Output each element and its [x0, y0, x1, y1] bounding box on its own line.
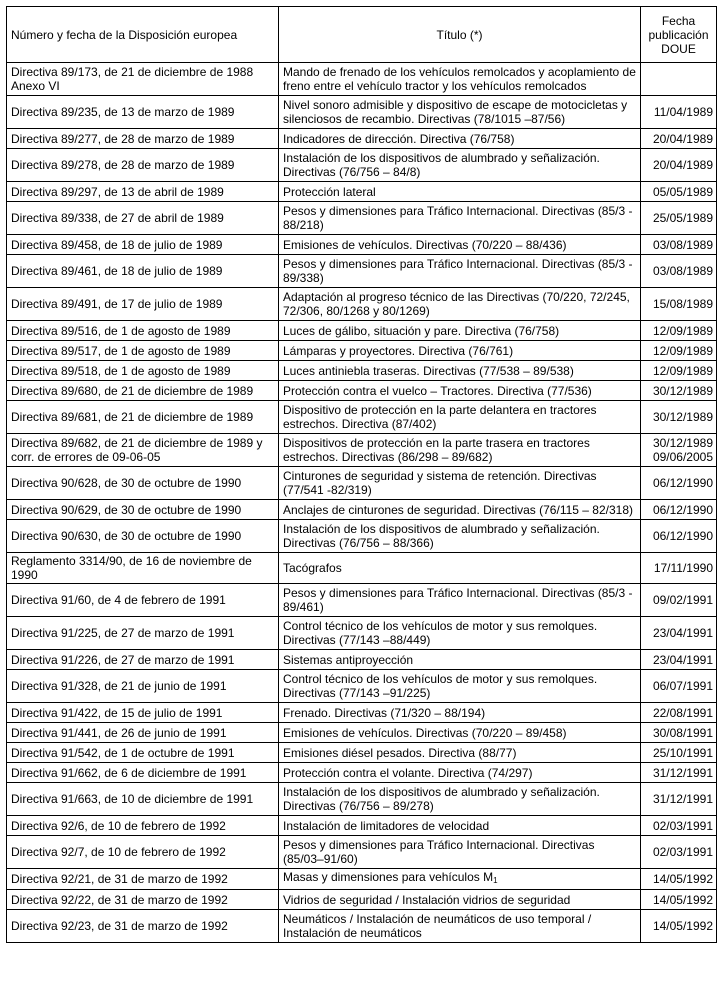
cell-fecha: 02/03/1991 — [641, 816, 717, 836]
cell-numero: Directiva 89/461, de 18 de julio de 1989 — [7, 255, 279, 288]
table-row — [7, 670, 717, 703]
cell-numero: Directiva 92/21, de 31 de marzo de 1992 — [7, 869, 279, 890]
cell-numero: Directiva 92/6, de 10 de febrero de 1992 — [7, 816, 279, 836]
cell-titulo: Masas y dimensiones para vehículos $M_1$ — [279, 869, 641, 890]
table-row — [7, 836, 717, 869]
cell-fecha: 30/12/1989 — [641, 381, 717, 401]
cell-fecha: 22/08/1991 — [641, 703, 717, 723]
cell-titulo: Indicadores de dirección. Directiva (76/758) — [279, 129, 641, 149]
table-row — [7, 520, 717, 553]
cell-fecha: 12/09/1989 — [641, 321, 717, 341]
table-row — [7, 381, 717, 401]
cell-titulo: Nivel sonoro admisible y dispositivo de escape de motocicletas y silenciosos de recambio. Directivas (78/1015 –87/56) — [279, 96, 641, 129]
cell-titulo: Emisiones de vehículos. Directivas (70/220 – 88/436) — [279, 235, 641, 255]
cell-fecha: 23/04/1991 — [641, 617, 717, 650]
cell-titulo: Adaptación al progreso técnico de las Directivas (70/220, 72/245, 72/306, 80/1268 y 80/1269) — [279, 288, 641, 321]
cell-titulo: Cinturones de seguridad y sistema de retención. Directivas (77/541 -82/319) — [279, 467, 641, 500]
header-titulo: Título (*) — [279, 7, 641, 63]
cell-titulo: Instalación de los dispositivos de alumbrado y señalización. Directivas (76/756 – 88/366) — [279, 520, 641, 553]
table-row — [7, 202, 717, 235]
cell-titulo: Lámparas y proyectores. Directiva (76/761) — [279, 341, 641, 361]
cell-fecha: 06/07/1991 — [641, 670, 717, 703]
table-row — [7, 401, 717, 434]
cell-fecha: 09/02/1991 — [641, 584, 717, 617]
cell-titulo: Vidrios de seguridad / Instalación vidrios de seguridad — [279, 890, 641, 910]
table-row — [7, 341, 717, 361]
cell-numero: Directiva 91/663, de 10 de diciembre de 1991 — [7, 783, 279, 816]
cell-titulo: Luces de gálibo, situación y pare. Directiva (76/758) — [279, 321, 641, 341]
cell-numero: Directiva 91/422, de 15 de julio de 1991 — [7, 703, 279, 723]
cell-numero: Directiva 89/277, de 28 de marzo de 1989 — [7, 129, 279, 149]
cell-titulo: Protección contra el vuelco – Tractores. Directiva (77/536) — [279, 381, 641, 401]
cell-titulo: Instalación de limitadores de velocidad — [279, 816, 641, 836]
table-row — [7, 703, 717, 723]
cell-fecha: 30/12/1989 09/06/2005 — [641, 434, 717, 467]
cell-fecha: 03/08/1989 — [641, 235, 717, 255]
cell-numero: Directiva 91/662, de 6 de diciembre de 1991 — [7, 763, 279, 783]
cell-titulo: Instalación de los dispositivos de alumbrado y señalización. Directivas (76/756 – 89/278) — [279, 783, 641, 816]
cell-fecha: 03/08/1989 — [641, 255, 717, 288]
cell-fecha: 25/10/1991 — [641, 743, 717, 763]
table-body — [7, 63, 717, 943]
table-row — [7, 910, 717, 943]
cell-fecha: 14/05/1992 — [641, 890, 717, 910]
table-row — [7, 63, 717, 96]
cell-fecha: 31/12/1991 — [641, 783, 717, 816]
table-row — [7, 235, 717, 255]
table-row — [7, 763, 717, 783]
table-row — [7, 584, 717, 617]
table-row — [7, 361, 717, 381]
table-header-row — [7, 7, 717, 63]
cell-fecha: 20/04/1989 — [641, 149, 717, 182]
cell-titulo: Pesos y dimensiones para Tráfico Internacional. Directivas (85/3 - 89/338) — [279, 255, 641, 288]
cell-fecha: 31/12/1991 — [641, 763, 717, 783]
cell-titulo: Protección lateral — [279, 182, 641, 202]
cell-fecha — [641, 63, 717, 96]
cell-fecha: 14/05/1992 — [641, 869, 717, 890]
cell-numero: Directiva 89/517, de 1 de agosto de 1989 — [7, 341, 279, 361]
cell-numero: Directiva 89/338, de 27 de abril de 1989 — [7, 202, 279, 235]
table-row — [7, 182, 717, 202]
cell-fecha: 30/12/1989 — [641, 401, 717, 434]
cell-numero: Directiva 91/225, de 27 de marzo de 1991 — [7, 617, 279, 650]
cell-titulo: Neumáticos / Instalación de neumáticos de uso temporal / Instalación de neumáticos — [279, 910, 641, 943]
header-fecha: Fecha publicación DOUE — [641, 7, 717, 63]
cell-numero: Directiva 92/22, de 31 de marzo de 1992 — [7, 890, 279, 910]
cell-fecha: 30/08/1991 — [641, 723, 717, 743]
cell-numero: Directiva 89/235, de 13 de marzo de 1989 — [7, 96, 279, 129]
cell-fecha: 11/04/1989 — [641, 96, 717, 129]
cell-numero: Directiva 89/173, de 21 de diciembre de 1988 Anexo VI — [7, 63, 279, 96]
cell-numero: Directiva 91/542, de 1 de octubre de 1991 — [7, 743, 279, 763]
table-row — [7, 869, 717, 890]
cell-numero: Directiva 89/681, de 21 de diciembre de 1989 — [7, 401, 279, 434]
table-row — [7, 890, 717, 910]
cell-numero: Directiva 90/630, de 30 de octubre de 1990 — [7, 520, 279, 553]
cell-fecha: 14/05/1992 — [641, 910, 717, 943]
table-row — [7, 467, 717, 500]
cell-titulo: Instalación de los dispositivos de alumbrado y señalización. Directivas (76/756 – 84/8) — [279, 149, 641, 182]
cell-fecha: 12/09/1989 — [641, 341, 717, 361]
cell-numero: Directiva 89/518, de 1 de agosto de 1989 — [7, 361, 279, 381]
cell-fecha: 06/12/1990 — [641, 467, 717, 500]
cell-numero: Directiva 92/23, de 31 de marzo de 1992 — [7, 910, 279, 943]
table-row — [7, 321, 717, 341]
directives-table — [6, 6, 717, 943]
table-row — [7, 650, 717, 670]
table-row — [7, 255, 717, 288]
cell-fecha: 15/08/1989 — [641, 288, 717, 321]
cell-numero: Directiva 89/680, de 21 de diciembre de 1989 — [7, 381, 279, 401]
cell-fecha: 06/12/1990 — [641, 500, 717, 520]
cell-numero: Directiva 89/458, de 18 de julio de 1989 — [7, 235, 279, 255]
cell-fecha: 06/12/1990 — [641, 520, 717, 553]
cell-numero: Reglamento 3314/90, de 16 de noviembre de 1990 — [7, 553, 279, 584]
cell-titulo: Pesos y dimensiones para Tráfico Internacional. Directivas (85/3 - 88/218) — [279, 202, 641, 235]
cell-numero: Directiva 91/60, de 4 de febrero de 1991 — [7, 584, 279, 617]
cell-titulo: Emisiones de vehículos. Directivas (70/220 – 89/458) — [279, 723, 641, 743]
cell-titulo: Pesos y dimensiones para Tráfico Internacional. Directivas (85/3 - 89/461) — [279, 584, 641, 617]
cell-numero: Directiva 89/278, de 28 de marzo de 1989 — [7, 149, 279, 182]
cell-fecha: 20/04/1989 — [641, 129, 717, 149]
cell-numero: Directiva 89/516, de 1 de agosto de 1989 — [7, 321, 279, 341]
cell-numero: Directiva 91/226, de 27 de marzo de 1991 — [7, 650, 279, 670]
cell-titulo: Mando de frenado de los vehículos remolcados y acoplamiento de freno entre el vehículo tractor y los vehículos remolcados — [279, 63, 641, 96]
table-row — [7, 783, 717, 816]
cell-titulo: Luces antiniebla traseras. Directivas (77/538 – 89/538) — [279, 361, 641, 381]
cell-fecha: 02/03/1991 — [641, 836, 717, 869]
cell-titulo: Control técnico de los vehículos de motor y sus remolques. Directivas (77/143 –88/449) — [279, 617, 641, 650]
header-numero: Número y fecha de la Disposición europea — [7, 7, 279, 63]
cell-titulo: Dispositivos de protección en la parte trasera en tractores estrechos. Directivas (86/298 – 89/682) — [279, 434, 641, 467]
cell-fecha: 25/05/1989 — [641, 202, 717, 235]
cell-fecha: 23/04/1991 — [641, 650, 717, 670]
cell-fecha: 17/11/1990 — [641, 553, 717, 584]
cell-titulo: Control técnico de los vehículos de motor y sus remolques. Directivas (77/143 –91/225) — [279, 670, 641, 703]
cell-numero: Directiva 91/328, de 21 de junio de 1991 — [7, 670, 279, 703]
cell-titulo: Anclajes de cinturones de seguridad. Directivas (76/115 – 82/318) — [279, 500, 641, 520]
cell-titulo: Pesos y dimensiones para Tráfico Internacional. Directivas (85/03–91/60) — [279, 836, 641, 869]
table-row — [7, 149, 717, 182]
cell-numero: Directiva 89/491, de 17 de julio de 1989 — [7, 288, 279, 321]
cell-numero: Directiva 89/297, de 13 de abril de 1989 — [7, 182, 279, 202]
table-row — [7, 617, 717, 650]
cell-titulo: Dispositivo de protección en la parte delantera en tractores estrechos. Directiva (87/402) — [279, 401, 641, 434]
cell-titulo: Sistemas antiproyección — [279, 650, 641, 670]
cell-fecha: 05/05/1989 — [641, 182, 717, 202]
table-row — [7, 723, 717, 743]
cell-titulo: Frenado. Directivas (71/320 – 88/194) — [279, 703, 641, 723]
table-row — [7, 743, 717, 763]
table-row — [7, 500, 717, 520]
table-row — [7, 129, 717, 149]
table-row — [7, 96, 717, 129]
cell-numero: Directiva 89/682, de 21 de diciembre de 1989 y corr. de errores de 09-06-05 — [7, 434, 279, 467]
cell-numero: Directiva 90/628, de 30 de octubre de 1990 — [7, 467, 279, 500]
cell-numero: Directiva 92/7, de 10 de febrero de 1992 — [7, 836, 279, 869]
cell-fecha: 12/09/1989 — [641, 361, 717, 381]
table-row — [7, 553, 717, 584]
cell-numero: Directiva 91/441, de 26 de junio de 1991 — [7, 723, 279, 743]
table-row — [7, 816, 717, 836]
table-row — [7, 434, 717, 467]
cell-titulo: Emisiones diésel pesados. Directiva (88/77) — [279, 743, 641, 763]
cell-numero: Directiva 90/629, de 30 de octubre de 1990 — [7, 500, 279, 520]
cell-titulo: Tacógrafos — [279, 553, 641, 584]
cell-titulo: Protección contra el volante. Directiva (74/297) — [279, 763, 641, 783]
table-row — [7, 288, 717, 321]
